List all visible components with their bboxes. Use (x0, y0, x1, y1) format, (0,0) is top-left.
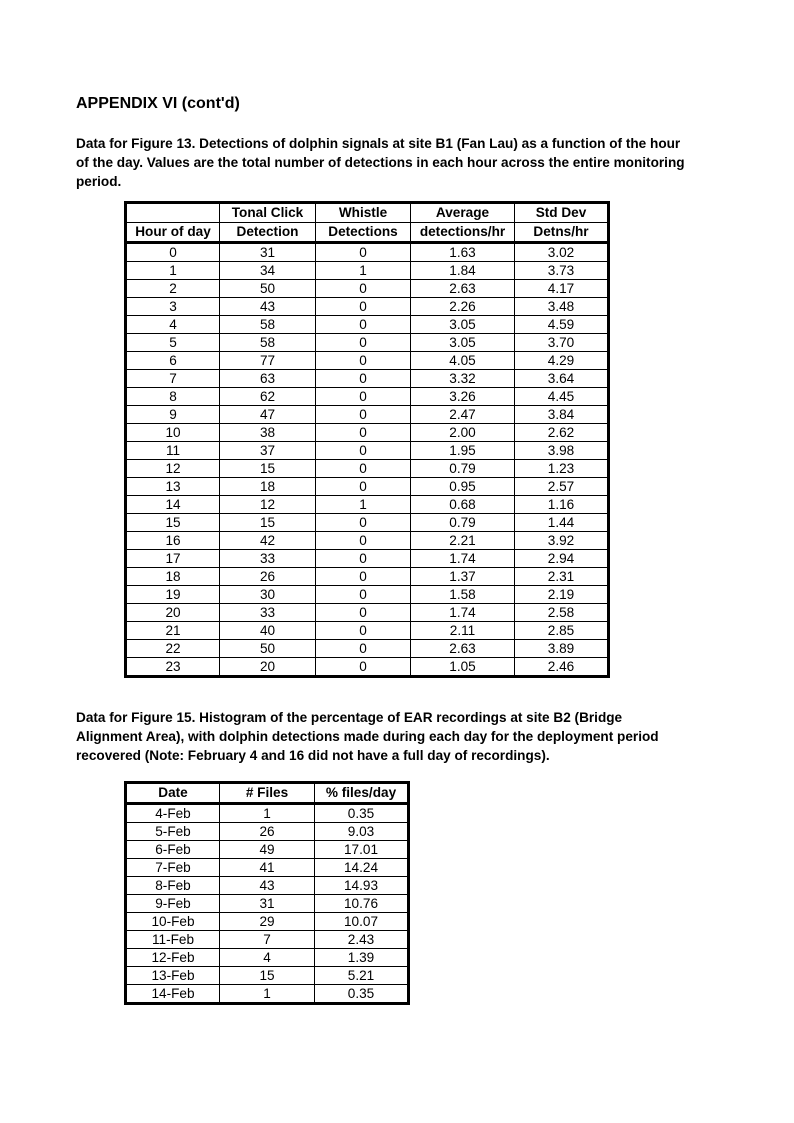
table-cell: 7 (220, 931, 315, 949)
figure-15-data-table (124, 781, 410, 1005)
table-cell: 4 (126, 316, 220, 334)
table-cell: 2.63 (411, 640, 515, 658)
column-header: Average (411, 203, 515, 223)
table-row (126, 316, 609, 334)
table-row (126, 823, 409, 841)
table-row (126, 985, 409, 1004)
table-cell: 3.05 (411, 334, 515, 352)
table-cell: 2.85 (515, 622, 609, 640)
table-cell: 40 (220, 622, 316, 640)
table-row (126, 532, 609, 550)
table-row (126, 967, 409, 985)
table-cell: 5 (126, 334, 220, 352)
table-cell: 1.58 (411, 586, 515, 604)
column-header: Tonal Click (220, 203, 316, 223)
table-cell: 12-Feb (126, 949, 220, 967)
column-header: Detns/hr (515, 223, 609, 243)
table-cell: 10.76 (315, 895, 409, 913)
table-row (126, 859, 409, 877)
table-cell: 41 (220, 859, 315, 877)
table-cell: 11-Feb (126, 931, 220, 949)
table-cell: 47 (220, 406, 316, 424)
table-cell: 50 (220, 280, 316, 298)
table-row (126, 804, 409, 823)
table-cell: 8 (126, 388, 220, 406)
table-cell: 0 (316, 460, 411, 478)
table-row (126, 406, 609, 424)
table-cell: 1 (220, 985, 315, 1004)
table-cell: 0 (316, 532, 411, 550)
table-cell: 5-Feb (126, 823, 220, 841)
table-cell: 0 (316, 352, 411, 370)
figure-13-caption: Data for Figure 13. Detections of dolphin signals at site B1 (Fan Lau) as a function of the hour of the day. Values are the total number of detections in each hour across the entire monitoring period. (76, 136, 685, 189)
table-cell: 0 (316, 568, 411, 586)
table-cell: 1.84 (411, 262, 515, 280)
table-cell: 2.11 (411, 622, 515, 640)
table-cell: 1 (316, 496, 411, 514)
table-row (126, 370, 609, 388)
table-cell: 0 (316, 586, 411, 604)
table-cell: 4.45 (515, 388, 609, 406)
table-cell: 22 (126, 640, 220, 658)
table-cell: 8-Feb (126, 877, 220, 895)
table-cell: 15 (220, 514, 316, 532)
column-header: Detections (316, 223, 411, 243)
table-row (126, 640, 609, 658)
table-cell: 3.73 (515, 262, 609, 280)
table-cell: 4.17 (515, 280, 609, 298)
table-cell: 2.47 (411, 406, 515, 424)
table-cell: 1.37 (411, 568, 515, 586)
table-cell: 43 (220, 298, 316, 316)
table-cell: 0 (316, 424, 411, 442)
table-header-row (126, 783, 409, 804)
table-cell: 63 (220, 370, 316, 388)
table-row (126, 604, 609, 622)
table-row (126, 568, 609, 586)
table-cell: 13 (126, 478, 220, 496)
table-cell: 7-Feb (126, 859, 220, 877)
table-cell: 2 (126, 280, 220, 298)
table-cell: 0 (316, 406, 411, 424)
table-cell: 4 (220, 949, 315, 967)
table-cell: 15 (220, 460, 316, 478)
table-cell: 11 (126, 442, 220, 460)
table-cell: 18 (126, 568, 220, 586)
table-cell: 10 (126, 424, 220, 442)
column-header: Whistle (316, 203, 411, 223)
table-cell: 33 (220, 604, 316, 622)
table-cell: 0 (316, 658, 411, 677)
table-cell: 3.32 (411, 370, 515, 388)
table-row (126, 478, 609, 496)
table-row (126, 949, 409, 967)
table-cell: 2.63 (411, 280, 515, 298)
table-cell: 2.43 (315, 931, 409, 949)
table-cell: 77 (220, 352, 316, 370)
table-row (126, 460, 609, 478)
table-cell: 4.59 (515, 316, 609, 334)
table-cell: 20 (220, 658, 316, 677)
table-cell: 1 (316, 262, 411, 280)
table-cell: 38 (220, 424, 316, 442)
table-row (126, 841, 409, 859)
table-row (126, 496, 609, 514)
table-cell: 2.62 (515, 424, 609, 442)
table-cell: 2.21 (411, 532, 515, 550)
table-cell: 3.84 (515, 406, 609, 424)
table-row (126, 658, 609, 677)
table-cell: 3.92 (515, 532, 609, 550)
column-header: Std Dev (515, 203, 609, 223)
table-cell: 0 (316, 442, 411, 460)
table-cell: 14 (126, 496, 220, 514)
table-cell: 10.07 (315, 913, 409, 931)
figure-15-caption: Data for Figure 15. Histogram of the percentage of EAR recordings at site B2 (Bridge Alignment Area), with dolphin detections made during each day for the deployment period recovered (Note: February 4 and 16 did not have a full day of recordings). (76, 710, 659, 763)
table-row (126, 895, 409, 913)
table-cell: 18 (220, 478, 316, 496)
table-cell: 21 (126, 622, 220, 640)
column-header: % files/day (315, 783, 409, 804)
table-cell: 26 (220, 823, 315, 841)
figure-13-table-body (126, 243, 609, 677)
table-row (126, 424, 609, 442)
table-cell: 31 (220, 243, 316, 262)
column-header: # Files (220, 783, 315, 804)
table-cell: 4.29 (515, 352, 609, 370)
table-cell: 34 (220, 262, 316, 280)
table-cell: 2.57 (515, 478, 609, 496)
table-row (126, 280, 609, 298)
table-row (126, 298, 609, 316)
table-row (126, 514, 609, 532)
table-cell: 3.98 (515, 442, 609, 460)
table-cell: 1.74 (411, 604, 515, 622)
table-cell: 0.95 (411, 478, 515, 496)
table-cell: 15 (126, 514, 220, 532)
table-cell: 1 (220, 804, 315, 823)
table-cell: 4-Feb (126, 804, 220, 823)
table-cell: 4.05 (411, 352, 515, 370)
table-cell: 13-Feb (126, 967, 220, 985)
table-row (126, 442, 609, 460)
table-cell: 0.79 (411, 460, 515, 478)
table-cell: 2.94 (515, 550, 609, 568)
table-cell: 2.19 (515, 586, 609, 604)
table-cell: 62 (220, 388, 316, 406)
table-cell: 6-Feb (126, 841, 220, 859)
table-row (126, 550, 609, 568)
table-cell: 20 (126, 604, 220, 622)
table-cell: 23 (126, 658, 220, 677)
table-cell: 12 (220, 496, 316, 514)
table-cell: 3.05 (411, 316, 515, 334)
column-header: Hour of day (126, 223, 220, 243)
column-header: Date (126, 783, 220, 804)
table-header-row-top (126, 203, 609, 223)
table-cell: 3.64 (515, 370, 609, 388)
table-cell: 7 (126, 370, 220, 388)
table-cell: 30 (220, 586, 316, 604)
table-cell: 0.79 (411, 514, 515, 532)
table-cell: 0 (316, 604, 411, 622)
table-cell: 6 (126, 352, 220, 370)
table-cell: 29 (220, 913, 315, 931)
table-cell: 1.39 (315, 949, 409, 967)
table-cell: 2.58 (515, 604, 609, 622)
table-cell: 31 (220, 895, 315, 913)
table-cell: 42 (220, 532, 316, 550)
table-cell: 1.95 (411, 442, 515, 460)
table-cell: 50 (220, 640, 316, 658)
table-cell: 58 (220, 334, 316, 352)
table-cell: 0 (316, 316, 411, 334)
table-header-row-bottom (126, 223, 609, 243)
table-cell: 5.21 (315, 967, 409, 985)
table-cell: 16 (126, 532, 220, 550)
table-row (126, 352, 609, 370)
table-cell: 12 (126, 460, 220, 478)
table-cell: 17 (126, 550, 220, 568)
table-cell: 3.02 (515, 243, 609, 262)
table-cell: 17.01 (315, 841, 409, 859)
table-cell: 2.31 (515, 568, 609, 586)
table-cell: 26 (220, 568, 316, 586)
table-cell: 1 (126, 262, 220, 280)
table-cell: 14.93 (315, 877, 409, 895)
table-cell: 9 (126, 406, 220, 424)
table-cell: 1.63 (411, 243, 515, 262)
table-cell: 0 (316, 622, 411, 640)
table-row (126, 388, 609, 406)
table-cell: 0 (316, 370, 411, 388)
table-cell: 1.74 (411, 550, 515, 568)
table-cell: 0 (316, 388, 411, 406)
table-row (126, 931, 409, 949)
table-cell: 1.23 (515, 460, 609, 478)
table-cell: 9.03 (315, 823, 409, 841)
table-cell: 3.48 (515, 298, 609, 316)
table-cell: 3.26 (411, 388, 515, 406)
table-cell: 0.35 (315, 985, 409, 1004)
table-row (126, 622, 609, 640)
column-header: Detection (220, 223, 316, 243)
table-row (126, 243, 609, 262)
table-cell: 0 (316, 243, 411, 262)
page-heading: APPENDIX VI (cont'd) (76, 95, 240, 112)
table-cell: 0.68 (411, 496, 515, 514)
table-cell: 3.89 (515, 640, 609, 658)
table-row (126, 334, 609, 352)
table-cell: 49 (220, 841, 315, 859)
table-cell: 1.16 (515, 496, 609, 514)
table-cell: 10-Feb (126, 913, 220, 931)
table-cell: 0 (316, 514, 411, 532)
table-cell: 3 (126, 298, 220, 316)
table-cell: 1.44 (515, 514, 609, 532)
table-cell: 0 (316, 334, 411, 352)
table-cell: 2.46 (515, 658, 609, 677)
table-cell: 37 (220, 442, 316, 460)
table-cell: 0 (316, 280, 411, 298)
figure-13-data-table (124, 201, 610, 678)
column-header: detections/hr (411, 223, 515, 243)
table-cell: 0 (316, 478, 411, 496)
table-row (126, 913, 409, 931)
table-cell: 1.05 (411, 658, 515, 677)
table-cell: 58 (220, 316, 316, 334)
table-row (126, 877, 409, 895)
column-header (126, 203, 220, 223)
table-cell: 19 (126, 586, 220, 604)
figure-15-table-body (126, 804, 409, 1004)
table-cell: 14-Feb (126, 985, 220, 1004)
table-row (126, 262, 609, 280)
table-cell: 0.35 (315, 804, 409, 823)
table-cell: 14.24 (315, 859, 409, 877)
table-cell: 43 (220, 877, 315, 895)
table-cell: 2.00 (411, 424, 515, 442)
table-cell: 0 (316, 640, 411, 658)
table-cell: 33 (220, 550, 316, 568)
table-row (126, 586, 609, 604)
table-cell: 3.70 (515, 334, 609, 352)
table-cell: 0 (126, 243, 220, 262)
table-cell: 0 (316, 298, 411, 316)
table-cell: 2.26 (411, 298, 515, 316)
table-cell: 0 (316, 550, 411, 568)
table-cell: 15 (220, 967, 315, 985)
table-cell: 9-Feb (126, 895, 220, 913)
